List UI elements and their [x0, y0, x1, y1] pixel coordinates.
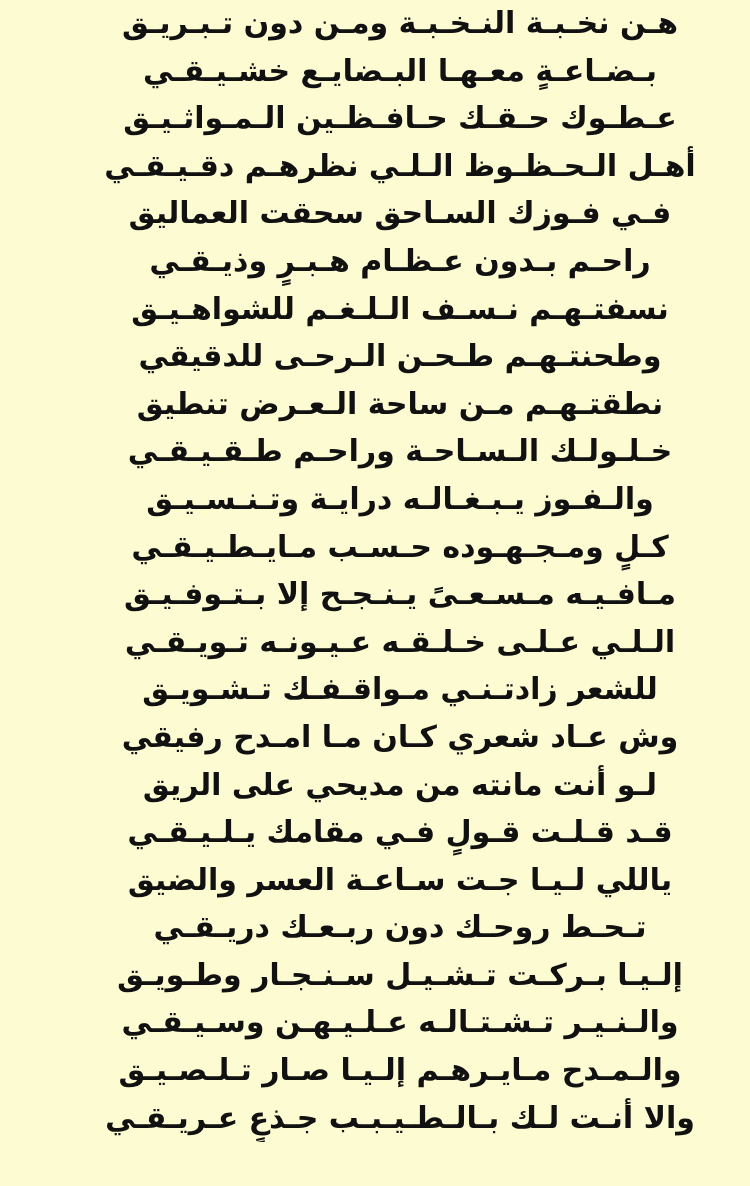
poem-line: هـن نخـبـة النـخـبـة ومـن دون تـبـريـق	[121, 6, 679, 41]
poem-line: وطحنتـهـم طـحـن الـرحـى للدقيقي	[138, 339, 662, 375]
poem-line: والـنـيـر تـشـتـالـه عـلـيـهـن وسـيـقـي	[121, 1005, 679, 1041]
poem-line: ياللي لـيـا جـت سـاعـة العسر والضيق	[127, 862, 673, 898]
poem-line: مـافـيـه مـسـعـىً يـنـجـح إلا بـتـوفـيـق	[123, 577, 676, 613]
poem-line: إلـيـا بـركـت تـشـيـل سـنـجـار وطـويـق	[117, 957, 683, 993]
poem-line: تـحـط روحـك دون ربـعـك دريـقـي	[153, 910, 647, 946]
poem-line: فـي فـوزك السـاحق سحقت العماليق	[128, 196, 672, 232]
poem-line: خـلـولـك الـسـاحـة وراحـم طـقـيـقـي	[127, 434, 673, 470]
poem-line: للشعر زادتـنـي مـواقـفـك تـشـويـق	[142, 672, 658, 708]
poem-line: وش عـاد شعري كـان مـا امـدح رفيقي	[121, 719, 679, 755]
poem-line: والـفـوز يـبـغـالـه درايـة وتـنـسـيـق	[146, 481, 654, 517]
poem-body	[90, 0, 710, 1142]
poem-line: لـو أنت مانته من مديحي على الريق	[142, 767, 658, 803]
poem-line: نطقتـهـم مـن ساحة الـعـرض تنطيق	[136, 386, 664, 422]
poem-line: عـطـوك حـقـك حـافـظـين الـمـواثـيـق	[123, 101, 677, 137]
poem-line: نسفتـهـم نـسـف الـلـغـم للشواهـيـق	[131, 291, 669, 327]
poem-line: بـضـاعـةٍ معـهـا البـضايـع خشـيـقـي	[143, 53, 657, 89]
poem-line: والـمـدح مـايـرهـم إلـيـا صـار تـلـصـيـق	[118, 1053, 682, 1089]
poem-line: أهـل الـحـظـوظ الـلـي نظرهـم دقـيـقـي	[104, 148, 696, 184]
poem-line: راحـم بـدون عـظـام هـبـرٍ وذيـقـي	[149, 243, 651, 279]
poem-line: الـلـي عـلـى خـلـقـه عـيـونـه تـويـقـي	[124, 624, 676, 660]
poem-line: قـد قـلـت قـولٍ فـي مقامك يـلـيـقـي	[127, 815, 673, 851]
poem-line: والا أنـت لـك بـالـطـيـبـب جـذعٍ عـريـقـي	[105, 1100, 695, 1136]
poem-line: كـلٍ ومـجـهـوده حـسـب مـايـطـيـقـي	[131, 529, 669, 565]
